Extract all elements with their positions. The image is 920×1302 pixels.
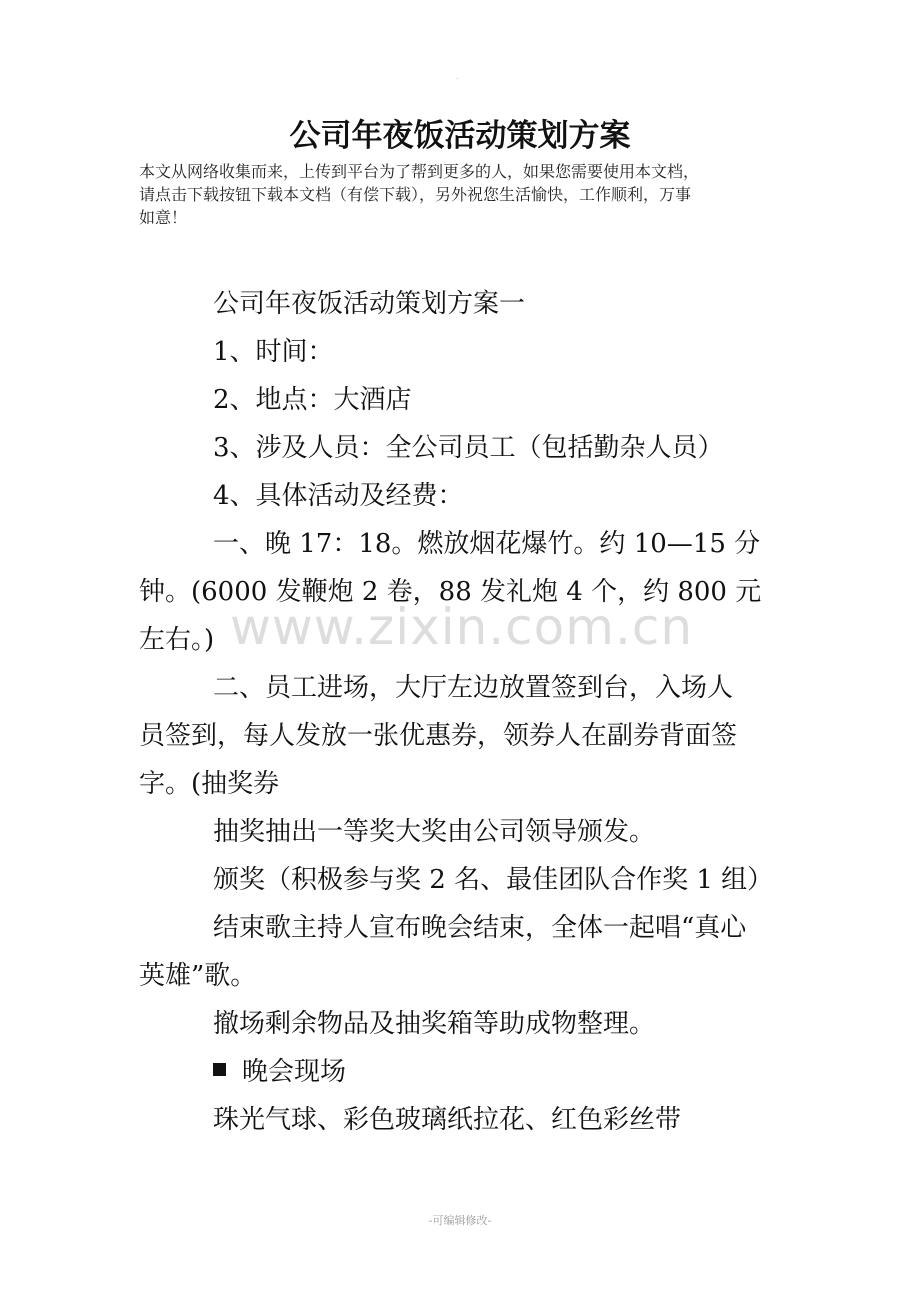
paragraph-line: 字。(抽奖券: [139, 769, 280, 799]
item-place: 2、地点：大酒店: [213, 385, 412, 415]
page-title: 公司年夜饭活动策划方案: [289, 118, 631, 154]
paragraph-line: 员签到，每人发放一张优惠券，领券人在副券背面签: [139, 721, 738, 751]
item-people: 3、涉及人员：全公司员工（包括勤杂人员）: [213, 433, 724, 463]
paragraph-line: 二、员工进场，大厅左边放置签到台，入场人: [213, 673, 734, 703]
paragraph-award: 颁奖（积极参与奖 2 名、最佳团队合作奖 1 组）: [213, 865, 774, 895]
paragraph-line: 一、晚 17：18。燃放烟花爆竹。约 10—15 分: [213, 529, 761, 559]
paragraph-entry: [139, 664, 784, 808]
item-activities: 4、具体活动及经费：: [213, 481, 464, 511]
section-heading: 公司年夜饭活动策划方案一: [213, 289, 526, 319]
watermark: www.zixin.com.cn: [230, 598, 694, 656]
paragraph-ending: [139, 904, 784, 1000]
document-body: [139, 280, 784, 1144]
paragraph-line: 左右。): [139, 625, 215, 655]
intro-line: 请点击下载按钮下载本文档（有偿下载），另外祝您生活愉快，工作顺利，万事: [139, 185, 692, 204]
square-bullet-icon: [213, 1063, 226, 1076]
paragraph-line: 结束歌主持人宣布晚会结束，全体一起唱“真心: [213, 913, 747, 943]
paragraph-line: 英雄”歌。: [139, 961, 257, 991]
intro-line: 如意！: [139, 208, 188, 227]
paragraph-cleanup: 撤场剩余物品及抽奖箱等助成物整理。: [213, 1009, 656, 1039]
intro-notice: [139, 160, 784, 229]
paragraph-fireworks: [139, 520, 784, 664]
venue-heading-label: 晚会现场: [242, 1057, 347, 1087]
paragraph-lottery: 抽奖抽出一等奖大奖由公司领导颁发。: [213, 817, 656, 847]
page-footer: -可编辑修改-: [428, 1214, 492, 1227]
top-mark: .: [456, 72, 459, 81]
intro-line: 本文从网络收集而来，上传到平台为了帮到更多的人，如果您需要使用本文档，: [139, 162, 700, 181]
paragraph-decorations: 珠光气球、彩色玻璃纸拉花、红色彩丝带: [213, 1105, 682, 1135]
item-time: 1、时间：: [213, 337, 334, 367]
venue-heading: [139, 1048, 784, 1096]
paragraph-line: 钟。(6000 发鞭炮 2 卷，88 发礼炮 4 个，约 800 元: [139, 577, 762, 607]
